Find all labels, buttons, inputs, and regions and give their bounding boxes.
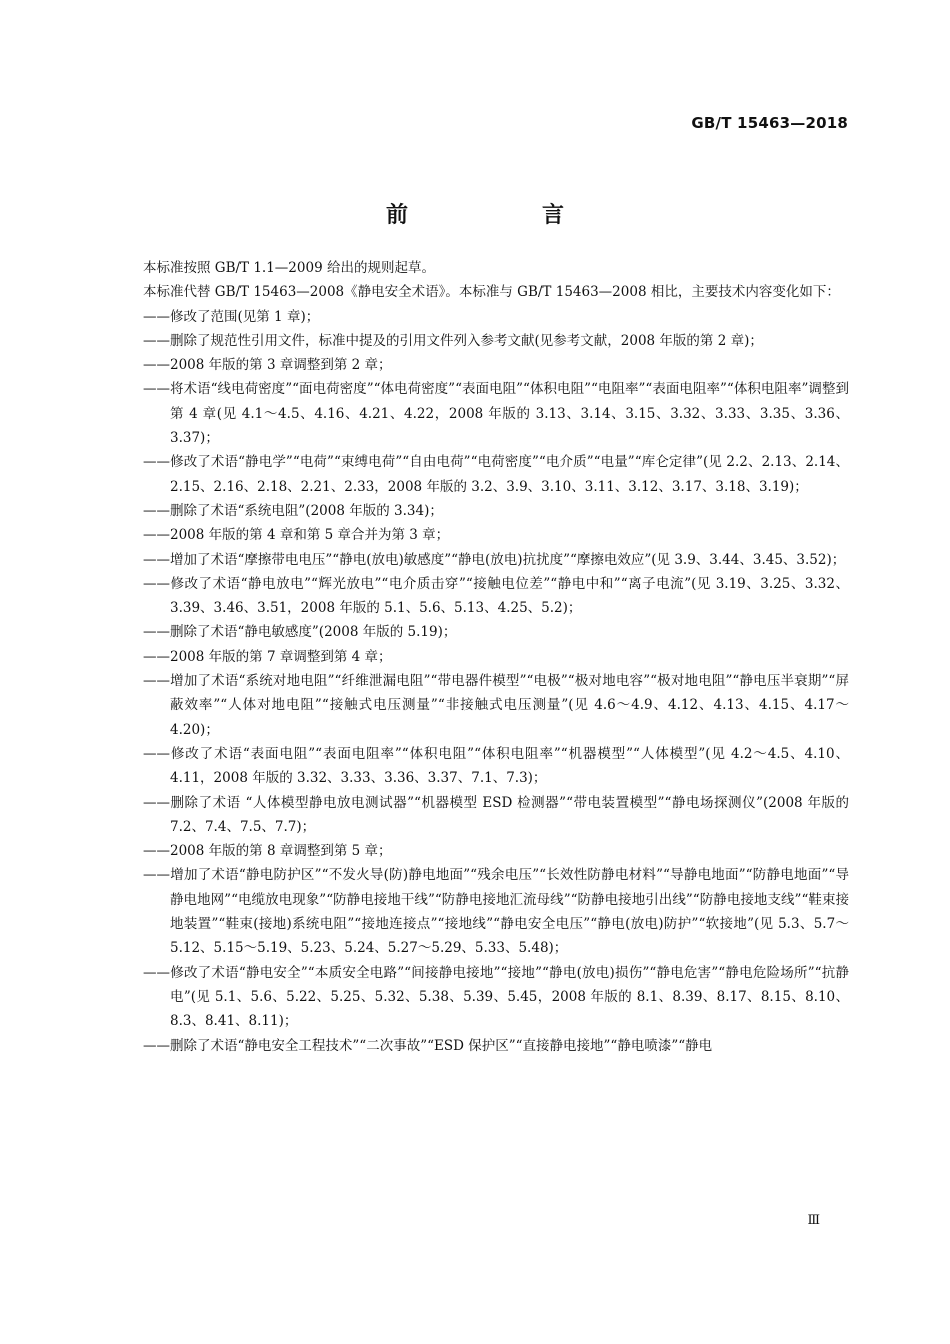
list-item: ——修改了术语“静电安全”“本质安全电路”“间接静电接地”“接地”“静电(放电)损伤”“静电危害”“静电危险场所”“抗静电”(见 5.1、5.6、5.22、5.25、5.32、5.38、5.39、5.45，2008 年版的 8.1、8.39、8.17、8.15、8.10、8.3、8.41、8.11)； [143, 964, 849, 1030]
document-body [116, 256, 849, 1058]
list-item: ——增加了术语“系统对地电阻”“纤维泄漏电阻”“带电器件模型”“电极”“极对地电容”“极对地电阻”“静电压半衰期”“屏蔽效率”“人体对地电阻”“接触式电压测量”“非接触式电压测量”(见 4.6～4.9、4.12、4.13、4.15、4.17～4.20)； [143, 673, 849, 738]
page-number: Ⅲ [807, 1213, 820, 1228]
page-title: 前 言 [385, 203, 620, 228]
list-item: ——修改了范围(见第 1 章)； [143, 308, 320, 325]
list-item: ——删除了术语“静电安全工程技术”“二次事故”“ESD 保护区”“直接静电接地”“静电喷漆”“静电 [143, 1037, 713, 1054]
list-item: ——修改了术语“表面电阻”“表面电阻率”“体积电阻”“体积电阻率”“机器模型”“人体模型”(见 4.2～4.5、4.10、4.11，2008 年版的 3.32、3.33、3.36、3.37、7.1、7.3)； [143, 745, 849, 787]
list-item: ——删除了术语 “人体模型静电放电测试器”“机器模型 ESD 检测器”“带电装置模型”“静电场探测仪”(2008 年版的 7.2、7.4、7.5、7.7)； [143, 794, 849, 835]
list-item: ——删除了规范性引用文件，标准中提及的引用文件列入参考文献(见参考文献，2008 年版的第 2 章)； [143, 332, 763, 349]
list-item: ——增加了术语“摩擦带电电压”“静电(放电)敏感度”“静电(放电)抗扰度”“摩擦电效应”(见 3.9、3.44、3.45、3.52)； [143, 551, 846, 568]
list-item: ——2008 年版的第 8 章调整到第 5 章； [143, 843, 392, 860]
list-item: ——2008 年版的第 7 章调整到第 4 章； [143, 648, 392, 665]
list-item: ——删除了术语“系统电阻”(2008 年版的 3.34)； [143, 502, 443, 519]
list-item: ——修改了术语“静电学”“电荷”“束缚电荷”“自由电荷”“电荷密度”“电介质”“电量”“库仑定律”(见 2.2、2.13、2.14、2.15、2.16、2.18、2.21、2.33，2008 年版的 3.2、3.9、3.10、3.11、3.12、3.17、3.18、3.19)； [143, 454, 849, 495]
list-item: ——2008 年版的第 4 章和第 5 章合并为第 3 章； [143, 527, 450, 544]
list-item: ——将术语“线电荷密度”“面电荷密度”“体电荷密度”“表面电阻”“体积电阻”“电阻率”“表面电阻率”“体积电阻率”调整到第 4 章(见 4.1～4.5、4.16、4.21、4.22，2008 年版的 3.13、3.14、3.15、3.32、3.33、3.35、3.36、3.37)； [143, 381, 849, 447]
list-item: ——修改了术语“静电放电”“辉光放电”“电介质击穿”“接触电位差”“静电中和”“离子电流”(见 3.19、3.25、3.32、3.39、3.46、3.51，2008 年版的 5.1、5.6、5.13、4.25、5.2)； [143, 575, 849, 617]
list-item: ——增加了术语“静电防护区”“不发火导(防)静电地面”“残余电压”“长效性防静电材料”“导静电地面”“防静电地面”“导静电地网”“电缆放电现象”“防静电接地干线”“防静电接地汇流母线”“防静电接地引出线”“防静电接地支线”“鞋束接地装置”“鞋束(接地)系统电阻”“接地连接点”“接地线”“静电安全电压”“静电(放电)防护”“软接地”(见 5.3、5.7～5.12、5.15～5.19、5.23、5.24、5.27～5.29、5.33、5.48)； [143, 867, 849, 957]
standard-code: GB/T 15463—2018 [691, 114, 848, 132]
paragraph: 本标准按照 GB/T 1.1—2009 给出的规则起草。 [143, 260, 435, 276]
paragraph: 本标准代替 GB/T 15463—2008《静电安全术语》。本标准与 GB/T 15463—2008 相比，主要技术内容变化如下： [143, 284, 840, 301]
list-item: ——2008 年版的第 3 章调整到第 2 章； [143, 357, 392, 374]
list-item: ——删除了术语“静电敏感度”(2008 年版的 5.19)； [143, 624, 457, 641]
